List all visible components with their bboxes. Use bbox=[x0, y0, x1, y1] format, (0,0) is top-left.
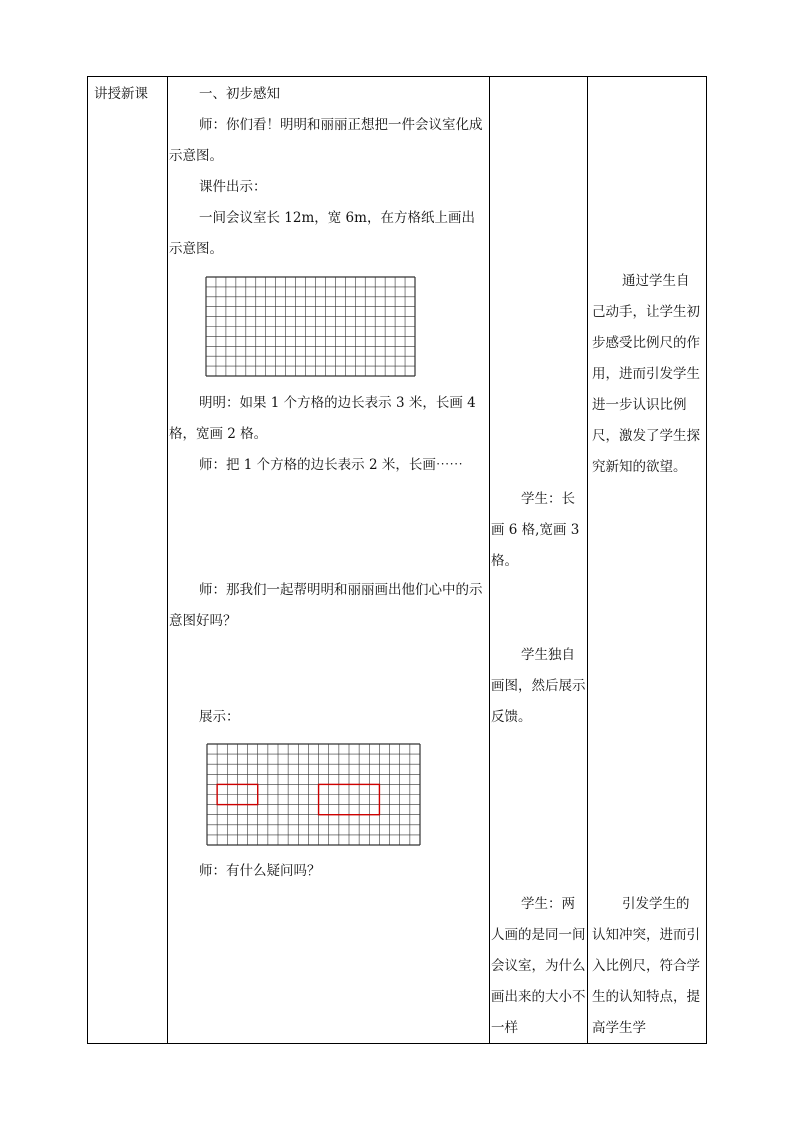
teacher-line-3: 师：那我们一起帮明明和丽丽画出他们心中的示意图好吗？ bbox=[169, 582, 483, 629]
student-answer-2: 学生独自画图，然后展示反馈。 bbox=[491, 647, 586, 725]
courseware-label: 课件出示： bbox=[199, 179, 267, 195]
teacher-question: 师：有什么疑问吗？ bbox=[199, 863, 321, 879]
column-divider bbox=[587, 77, 588, 1043]
design-intent-1: 通过学生自己动手，让学生初步感受比例尺的作用，进而引发学生进一步认识比例尺，激发了学生探究新知的欲望。 bbox=[592, 273, 700, 475]
design-intent-column bbox=[592, 77, 702, 1037]
column-divider bbox=[489, 77, 490, 1043]
student-answer-3: 学生：两人画的是同一间会议室，为什么画出来的大小不一样 bbox=[491, 896, 586, 1036]
heading-perception: 一、初步感知 bbox=[199, 86, 280, 102]
mingming-answer: 明明：如果 1 个方格的边长表示 3 米，长画 4 格，宽画 2 格。 bbox=[169, 395, 476, 442]
display-label: 展示： bbox=[199, 709, 240, 725]
grid-paper-figure bbox=[205, 276, 416, 377]
student-answer-1: 学生：长画 6 格,宽画 3 格。 bbox=[491, 491, 580, 569]
teacher-line-2: 师：把 1 个方格的边长表示 2 米，长画⋯⋯ bbox=[199, 457, 463, 473]
design-intent-2: 引发学生的认知冲突，进而引入比例尺，符合学生的认知特点，提高学生学 bbox=[592, 896, 700, 1036]
teacher-line-1: 师：你们看！明明和丽丽正想把一件会议室化成示意图。 bbox=[169, 117, 483, 164]
lesson-table bbox=[87, 76, 707, 1044]
column-divider bbox=[167, 77, 168, 1043]
problem-statement: 一间会议室长 12m，宽 6m，在方格纸上画出示意图。 bbox=[169, 210, 475, 257]
teacher-activity-column bbox=[169, 77, 487, 1037]
student-activity-column bbox=[491, 77, 586, 1037]
section-label: 讲授新课 bbox=[94, 86, 148, 102]
grid-paper-with-rectangles bbox=[206, 743, 421, 846]
